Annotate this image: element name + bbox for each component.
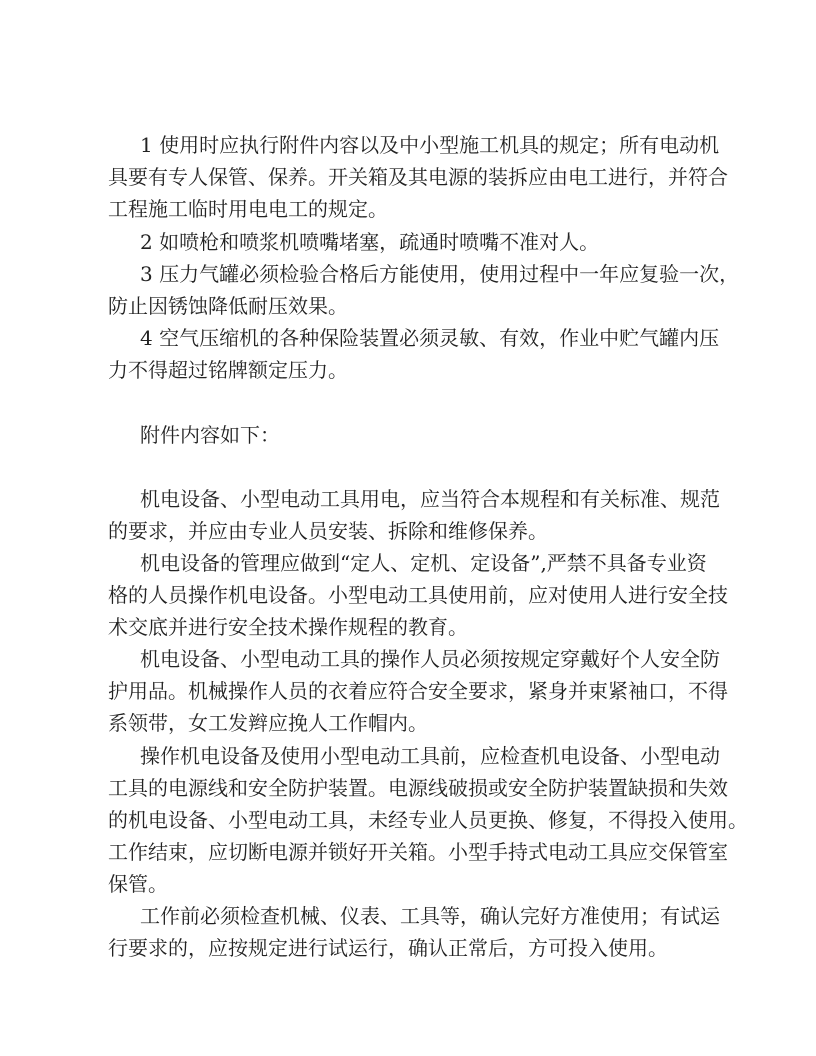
text-line: 3 压力气罐必须检验合格后方能使用，使用过程中一年应复验一次，	[140, 262, 740, 286]
text-line: 机电设备的管理应做到“定人、定机、定设备”,严禁不具备专业资	[140, 551, 707, 575]
text-line: 系领带，女工发辫应挽人工作帽内。	[108, 711, 428, 735]
text-line: 4 空气压缩机的各种保险装置必须灵敏、有效，作业中贮气罐内压	[140, 326, 720, 350]
text-line: 操作机电设备及使用小型电动工具前，应检查机电设备、小型电动	[140, 744, 720, 768]
text-line: 工作结束，应切断电源并锁好开关箱。小型手持式电动工具应交保管室	[108, 840, 728, 864]
text-line: 术交底并进行安全技术操作规程的教育。	[108, 615, 468, 639]
text-line: 防止因锈蚀降低耐压效果。	[108, 294, 348, 318]
text-line: 工具的电源线和安全防护装置。电源线破损或安全防护装置缺损和失效	[108, 776, 728, 800]
text-line: 具要有专人保管、保养。开关箱及其电源的装拆应由电工进行，并符合	[108, 165, 728, 189]
text-line: 机电设备、小型电动工具的操作人员必须按规定穿戴好个人安全防	[140, 647, 720, 671]
text-line: 保管。	[108, 872, 168, 896]
text-line: 1 使用时应执行附件内容以及中小型施工机具的规定；所有电动机	[140, 133, 720, 157]
text-line: 行要求的，应按规定进行试运行，确认正常后，方可投入使用。	[108, 936, 668, 960]
section-heading: 附件内容如下：	[140, 423, 280, 447]
text-line: 工作前必须检查机械、仪表、工具等，确认完好方准使用；有试运	[140, 904, 720, 928]
text-line: 的机电设备、小型电动工具，未经专业人员更换、修复，不得投入使用。	[108, 808, 748, 832]
text-line: 2 如喷枪和喷浆机喷嘴堵塞，疏通时喷嘴不准对人。	[140, 230, 600, 254]
text-line: 格的人员操作机电设备。小型电动工具使用前，应对使用人进行安全技	[108, 583, 728, 607]
text-line: 力不得超过铭牌额定压力。	[108, 358, 348, 382]
text-line: 工程施工临时用电电工的规定。	[108, 197, 388, 221]
text-line: 机电设备、小型电动工具用电，应当符合本规程和有关标准、规范	[140, 487, 720, 511]
text-line: 护用品。机械操作人员的衣着应符合安全要求，紧身并束紧袖口，不得	[108, 679, 728, 703]
text-line: 的要求，并应由专业人员安装、拆除和维修保养。	[108, 519, 548, 543]
